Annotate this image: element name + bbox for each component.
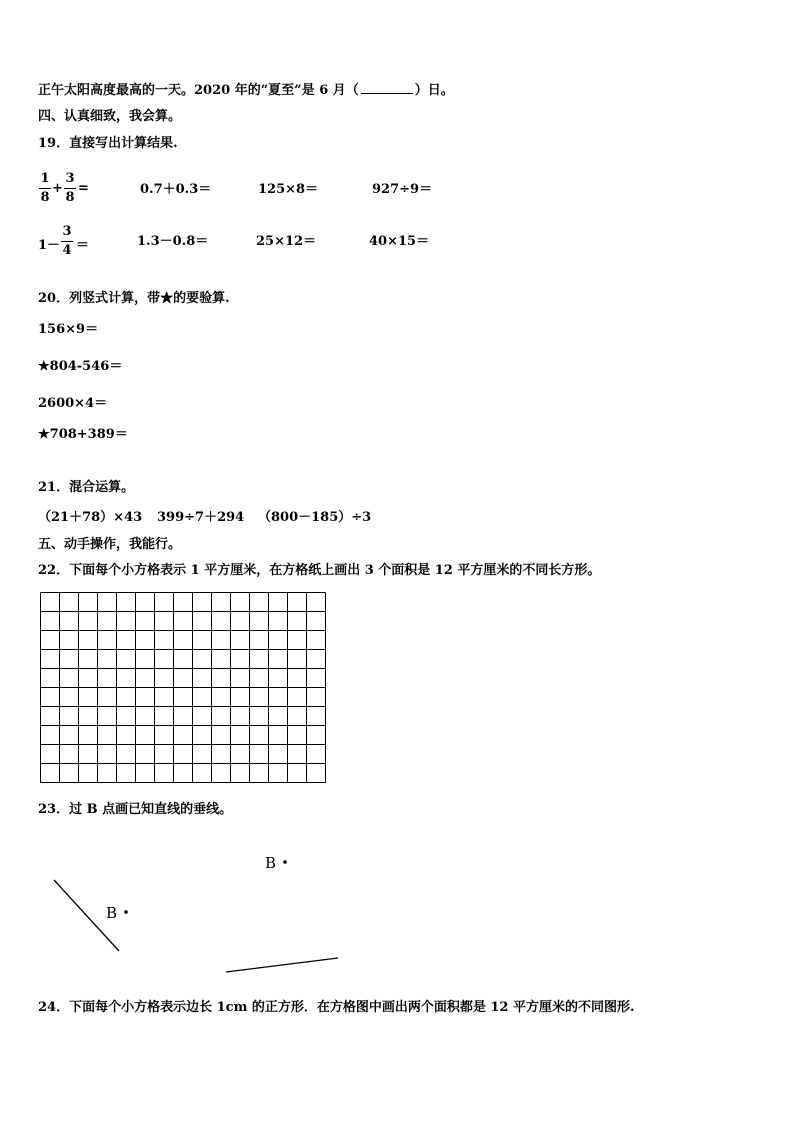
vertical-calc-item: ★804-546＝ <box>38 359 123 374</box>
point-b-text: B <box>265 854 277 872</box>
perpendicular-figure <box>0 840 400 990</box>
vertical-calc-item: ★708+389＝ <box>38 427 128 442</box>
point-b-text: B <box>106 904 118 922</box>
equals-sign: = <box>78 181 89 196</box>
given-line-horizontal <box>226 958 338 972</box>
plus-sign: + <box>52 181 63 196</box>
mixed-expr: （800－185）÷3 <box>258 510 372 525</box>
vertical-calc-item: 2600×4＝ <box>38 396 108 411</box>
question-18-text-after: ）日。 <box>414 83 454 98</box>
mixed-expr: （21＋78）×43 <box>38 510 143 525</box>
denominator: 8 <box>65 190 75 205</box>
section-5-heading: 五、动手操作，我能行。 <box>38 537 182 552</box>
fraction-bar <box>39 188 51 189</box>
question-22-title: 22．下面每个小方格表示 1 平方厘米，在方格纸上画出 3 个面积是 12 平方厘米的不同长方形。 <box>38 563 601 578</box>
calc-item: 0.7＋0.3＝ <box>140 182 212 197</box>
question-21-title: 21．混合运算。 <box>38 480 135 495</box>
section-4-heading: 四、认真细致，我会算。 <box>38 109 182 124</box>
calc-item: 1.3－0.8＝ <box>137 234 209 249</box>
vertical-calc-item: 156×9＝ <box>38 322 99 337</box>
calc-item: 25×12＝ <box>256 234 317 249</box>
square-grid[interactable] <box>38 591 328 785</box>
numerator: 1 <box>40 171 50 186</box>
point-b-dot-lower[interactable] <box>124 910 128 914</box>
question-24-title: 24．下面每个小方格表示边长 1cm 的正方形．在方格图中画出两个面积都是 12 平方厘米的不同图形. <box>38 1000 635 1015</box>
calc-item: 40×15＝ <box>369 234 430 249</box>
question-20-title: 20．列竖式计算，带★的要验算. <box>38 291 230 306</box>
fraction-1-8 <box>38 171 52 206</box>
calc-item: 125×8＝ <box>258 182 319 197</box>
question-19-title: 19．直接写出计算结果. <box>38 136 178 151</box>
equals-sign: ＝ <box>76 238 90 253</box>
fraction-3-8 <box>63 171 77 206</box>
fraction-bar <box>64 188 76 189</box>
question-18-text-before: 正午太阳高度最高的一天。2020 年的“夏至”是 6 月（ <box>38 83 359 98</box>
question-23-title: 23．过 B 点画已知直线的垂线。 <box>38 802 233 817</box>
fraction-3-4 <box>60 224 74 259</box>
answer-blank[interactable] <box>361 82 413 94</box>
denominator: 8 <box>40 190 50 205</box>
fraction-bar <box>61 241 73 242</box>
numerator: 3 <box>62 224 72 239</box>
point-b-dot-upper[interactable] <box>283 860 287 864</box>
numerator: 3 <box>65 171 75 186</box>
one-minus: 1－ <box>38 238 61 253</box>
calc-item: 927÷9＝ <box>372 182 433 197</box>
given-line-diagonal <box>54 880 119 951</box>
mixed-expr: 399÷7＋294 <box>157 510 245 525</box>
question-18-tail <box>38 82 454 99</box>
denominator: 4 <box>62 243 72 258</box>
